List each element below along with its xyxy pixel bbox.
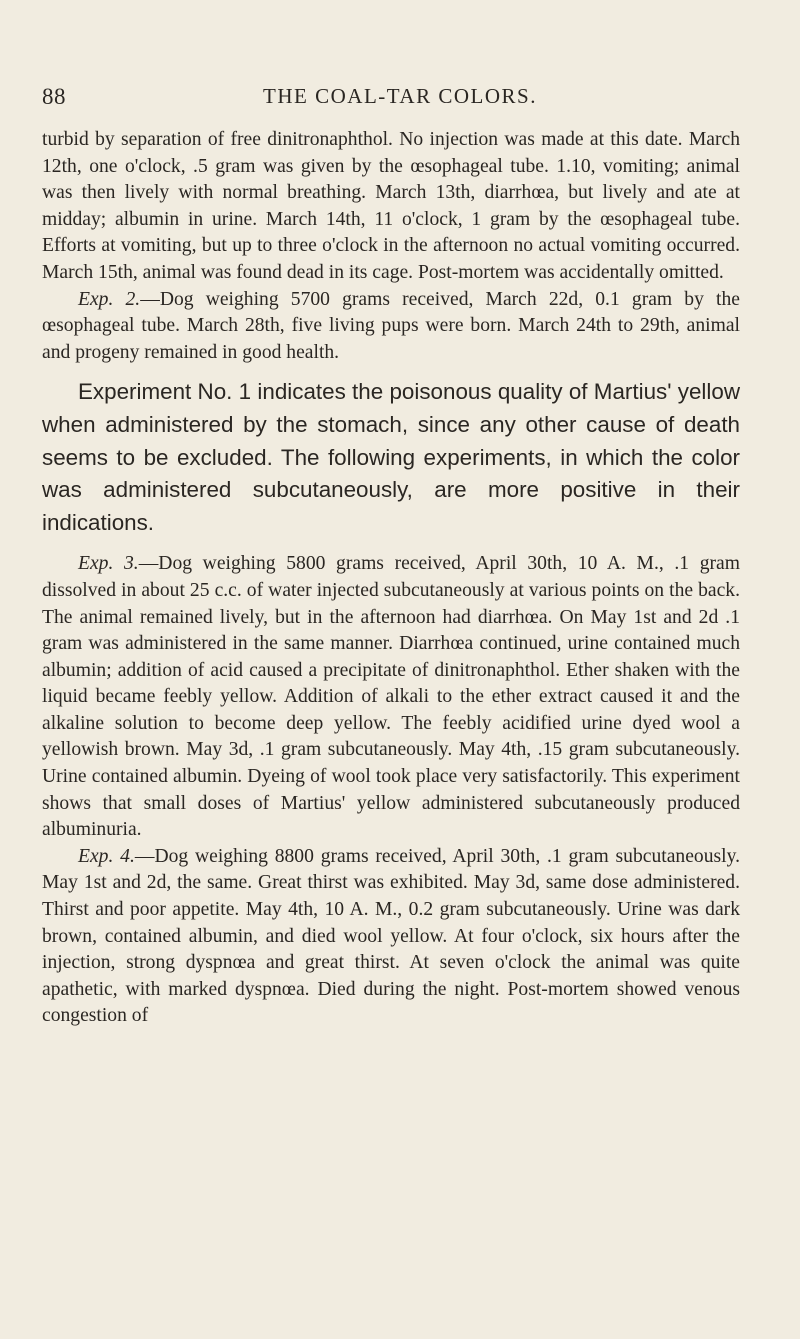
page-header — [0, 84, 800, 114]
experiment-label: Exp. 4. — [78, 845, 135, 867]
page-number: 88 — [42, 84, 66, 109]
paragraph-summary — [42, 376, 740, 539]
paragraph-text: —Dog weighing 5700 grams received, March 22d, 0.1 gram by the œsophageal tube. March 28th, five living pups were born. March 24th to 29th, animal and progeny remained in good health. — [42, 288, 740, 363]
paragraph-text: turbid by separation of free dinitronaphthol. No injection was made at this date. March 12th, one o'clock, .5 gram was given by the œsophageal tube. 1.10, vomiting; animal was then lively with normal breathing. March 13th, diarrhœa, but lively and ate at midday; albumin in urine. March 14th, 11 o'clock, 1 gram by the œsophageal tube. Efforts at vomiting, but up to three o'clock in the afternoon no actual vomiting occurred. March 15th, animal was found dead in its cage. Post-mortem was accidentally omitted. — [42, 129, 740, 283]
experiment-label: Exp. 2. — [78, 288, 141, 310]
experiment-label: Exp. 3. — [78, 553, 139, 575]
paragraph-exp-3 — [42, 551, 740, 844]
paragraph-text: —Dog weighing 5800 grams received, April 30th, 10 A. M., .1 gram dissolved in about 25 c.c. of water injected subcutaneously at various points on the back. The animal remained lively, but in the afternoon had diarrhœa. On May 1st and 2d .1 gram was administered in the same manner. Diarrhœa continued, urine contained much albumin; addition of acid caused a precipitate of dinitronaphthol. Ether shaken with the liquid became feebly yellow. Addition of alkali to the ether extract caused it and the alkaline solution to become deep yellow. The feebly acidified urine dyed wool a yellowish brown. May 3d, .1 gram subcutaneously. May 4th, .15 gram subcutaneously. Urine contained albumin. Dyeing of wool took place very satisfactorily. This experiment shows that small doses of Martius' yellow administered subcutaneously produced albuminuria. — [42, 553, 740, 841]
paragraph-continuation — [42, 127, 740, 287]
paragraph-text: —Dog weighing 8800 grams received, April 30th, .1 gram subcutaneously. May 1st and 2d, the same. Great thirst was exhibited. May 3d, same dose administered. Thirst and poor appetite. May 4th, 10 A. M., 0.2 gram subcutaneously. Urine was dark brown, contained albumin, and died wool yellow. At four o'clock, six hours after the injection, strong dyspnœa and great thirst. At seven o'clock the animal was quite apathetic, with marked dyspnœa. Died during the night. Post-mortem showed venous congestion of — [42, 845, 740, 1027]
running-head: THE COAL-TAR COLORS. — [263, 84, 537, 108]
paragraph-exp-4 — [42, 844, 740, 1030]
paragraph-exp-2 — [42, 287, 740, 367]
page-body — [42, 127, 740, 1030]
paragraph-text: Experiment No. 1 indicates the poisonous quality of Martius' yellow when administered by the stomach, since any other cause of death seems to be excluded. The following experiments, in which the color was administered subcutaneously, are more positive in their indications. — [42, 379, 740, 535]
